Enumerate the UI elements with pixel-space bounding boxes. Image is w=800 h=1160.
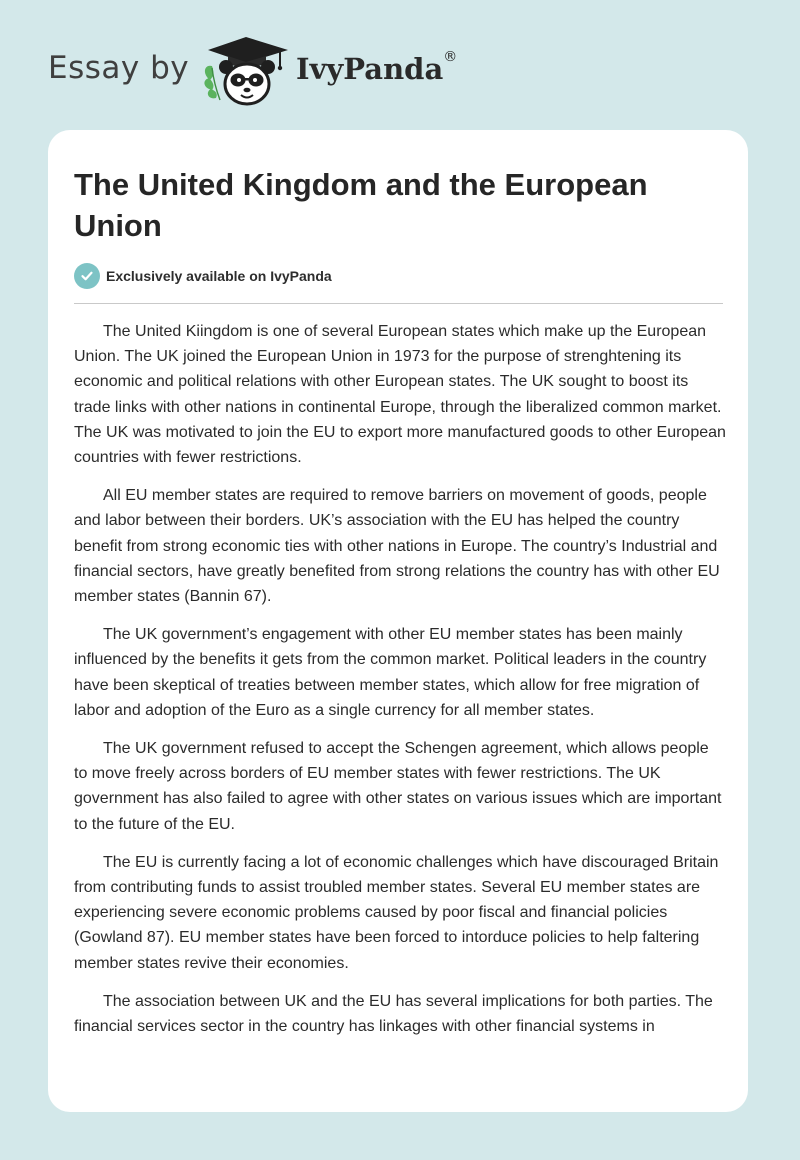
paragraph: The association between UK and the EU has several implications for both parties. The financial services sector in the country has linkages with other financial systems in [74, 992, 713, 1036]
site-header [0, 0, 800, 130]
brand-text: IvyPanda [296, 52, 444, 86]
brand-name[interactable] [296, 49, 458, 86]
paragraph: The EU is currently facing a lot of economic challenges which have discouraged Britain from contributing funds to assist troubled member states. Several EU member states are experiencing severe economic problems caused by poor fiscal and financial policies (Gowland 87). EU member states have been forced to intorduce policies to help faltering member states revive their economies. [74, 853, 719, 972]
paragraph: The UK government’s engagement with other EU member states has been mainly influenced by the benefits it gets from the common market. Political leaders in the country have been skeptical of treaties between member states, which allow for free migration of labor and adoption of the Euro as a single currency for all member states. [74, 626, 707, 719]
registered-mark: ® [443, 49, 458, 65]
essay-title: The United Kingdom and the European Union [74, 167, 648, 243]
exclusive-badge [74, 263, 332, 289]
check-circle-icon [74, 263, 100, 289]
essay-body [74, 319, 726, 1052]
divider [74, 303, 723, 304]
paragraph: All EU member states are required to remove barriers on movement of goods, people and labor between their borders. UK’s association with the EU has helped the country benefit from strong economic ties with other nations in Europe. The country’s Industrial and financial sectors, have greatly benefited from strong relations the country has with other EU member states (Bannin 67). [74, 487, 720, 606]
essay-card [48, 130, 748, 1112]
paragraph: The United Kiingdom is one of several European states which make up the European Union. The UK joined the European Union in 1973 for the purpose of strenghtening its economic and political relations with other European states. The UK sought to boost its trade links with other nations in continental Europe, through the liberalized common market. The UK was motivated to join the EU to export more manufactured goods to other European countries with fewer restrictions. [74, 323, 726, 467]
paragraph: The UK government refused to accept the Schengen agreement, which allows people to move freely across borders of EU member states with fewer restrictions. The UK government has also failed to agree with other states on various issues which are important to the future of the EU. [74, 740, 722, 833]
exclusive-label: Exclusively available on IvyPanda [106, 268, 332, 284]
panda-graduate-logo-icon[interactable] [200, 34, 292, 108]
leaf-icon [204, 66, 220, 100]
essay-by-label: Essay by [48, 50, 190, 86]
